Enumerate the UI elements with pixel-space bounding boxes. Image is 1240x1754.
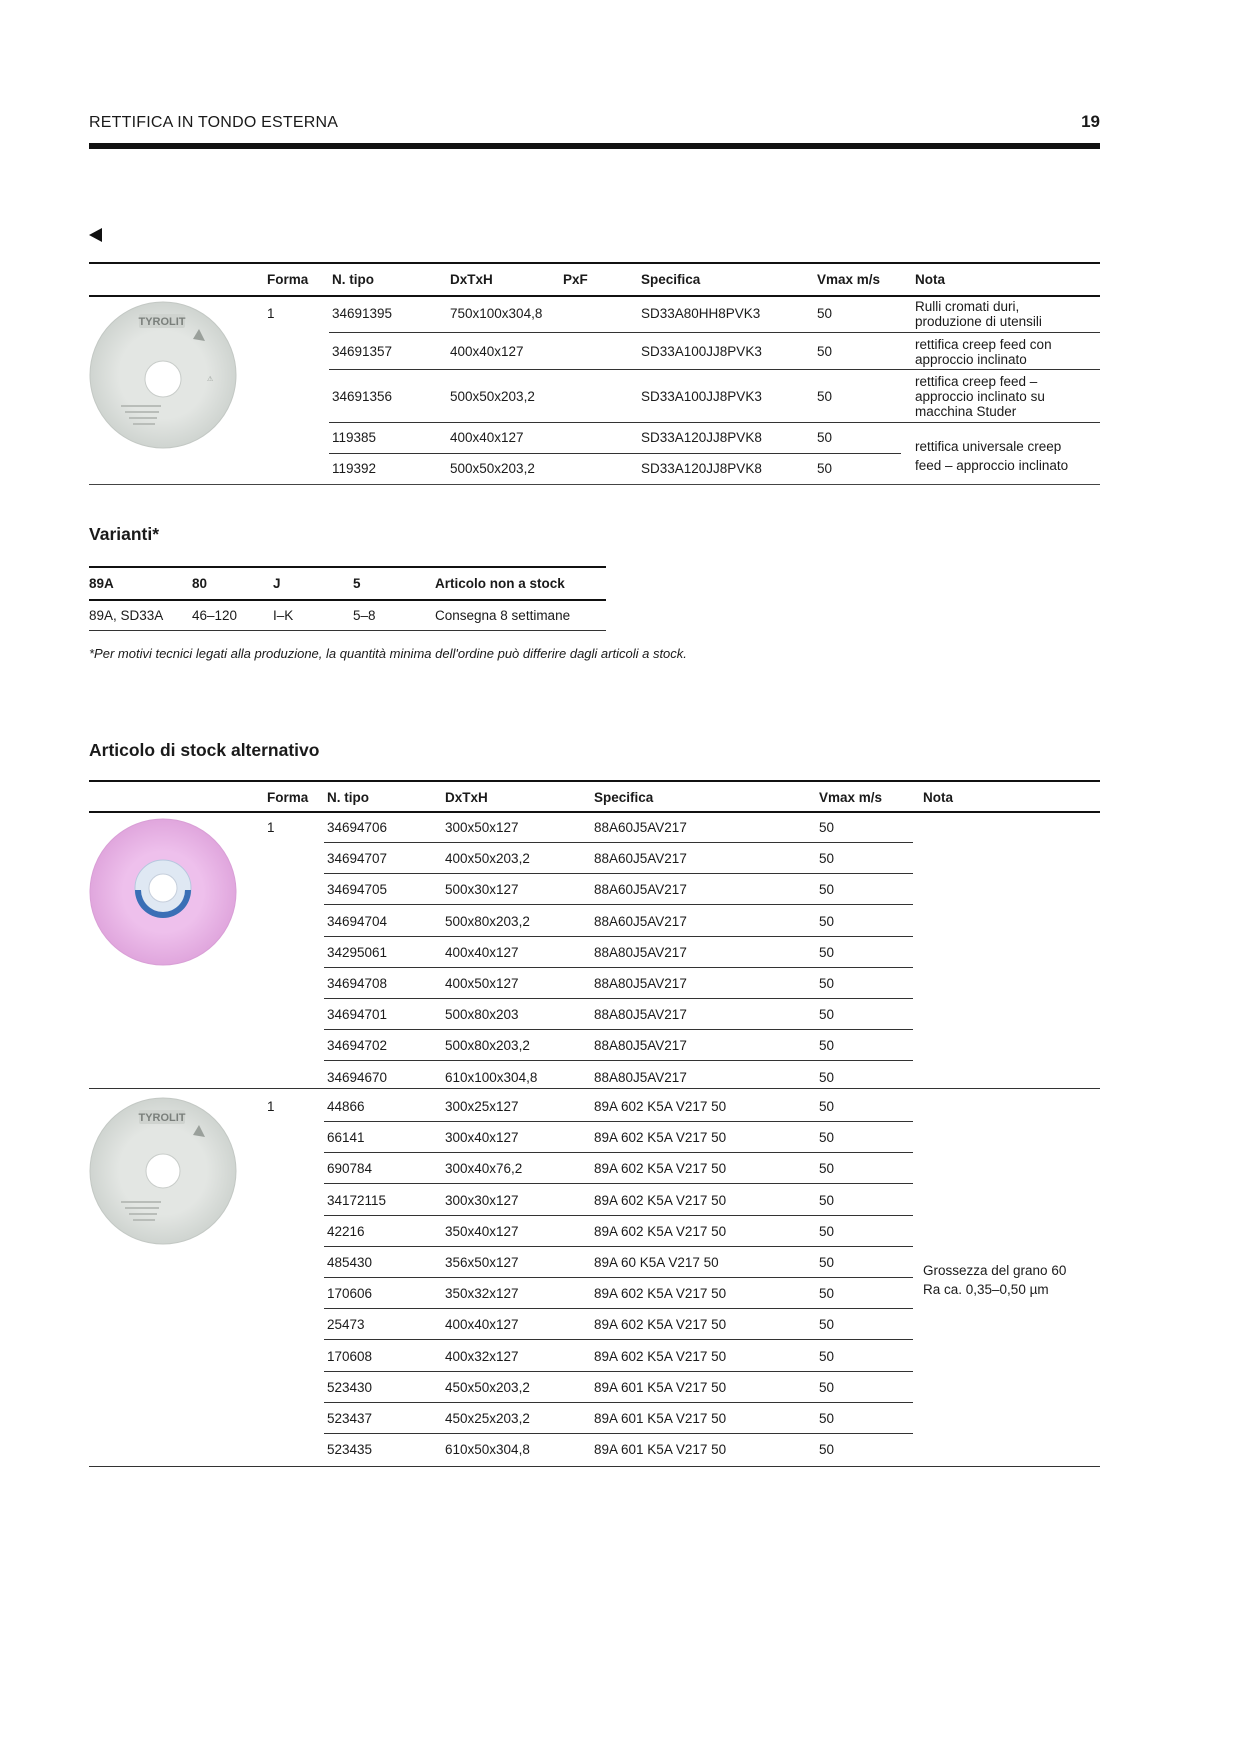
tipo-cell: 119392 — [332, 461, 377, 476]
vmax-cell: 50 — [819, 1038, 835, 1054]
header-rule — [89, 143, 1100, 149]
grinding-wheel-image — [89, 1097, 237, 1245]
dxtxh-cell: 500x50x203,2 — [450, 461, 535, 476]
tipo-cell: 34694706 — [327, 820, 388, 835]
nota-line: Rulli cromati duri, — [915, 299, 1020, 314]
spec-cell: SD33A80HH8PVK3 — [641, 306, 761, 321]
wheel-brand-label: TYROLIT — [138, 316, 186, 328]
tipo-cell: 170606 — [327, 1286, 373, 1302]
vmax-cell: 50 — [817, 430, 833, 445]
spec-cell: SD33A100JJ8PVK3 — [641, 344, 762, 359]
variant-header-cell: 89A — [89, 576, 114, 591]
tipo-cell: 34691395 — [332, 306, 393, 321]
dxtxh-cell: 400x32x127 — [445, 1348, 519, 1364]
vmax-cell: 50 — [819, 1161, 835, 1177]
vmax-cell: 50 — [819, 1317, 835, 1333]
variant-header-cell: J — [273, 576, 281, 591]
forma-value: 1 — [267, 820, 275, 835]
spec-cell: 89A 602 K5A V217 50 — [594, 1130, 727, 1146]
spec-cell: SD33A120JJ8PVK8 — [641, 461, 762, 476]
spec-cell: 89A 602 K5A V217 50 — [594, 1099, 727, 1114]
spec-cell: SD33A120JJ8PVK8 — [641, 430, 762, 445]
dxtxh-cell: 350x40x127 — [445, 1223, 519, 1239]
dxtxh-cell: 500x80x203,2 — [445, 913, 530, 929]
vmax-cell: 50 — [819, 1007, 835, 1023]
vmax-cell: 50 — [817, 306, 833, 321]
nota-line: approccio inclinato — [915, 352, 1027, 367]
col-dxtxh: DxTxH — [450, 272, 493, 287]
spec-cell: 88A80J5AV217 — [594, 1038, 687, 1054]
page-number: 19 — [1081, 112, 1100, 131]
dxtxh-cell: 400x40x127 — [450, 430, 524, 445]
vmax-cell: 50 — [819, 1192, 835, 1208]
table-header — [89, 264, 1100, 296]
nota-cell — [915, 374, 1045, 419]
dxtxh-cell: 500x80x203 — [445, 1007, 519, 1023]
row-divider — [324, 1277, 913, 1278]
row-divider — [329, 369, 1100, 370]
row-divider — [324, 904, 913, 905]
vmax-cell: 50 — [817, 461, 833, 476]
group-divider — [89, 1088, 1100, 1089]
vmax-cell: 50 — [819, 1069, 835, 1085]
vmax-cell: 50 — [819, 1130, 835, 1146]
nota-line: approccio inclinato su — [915, 389, 1045, 404]
nota-line: produzione di utensili — [915, 314, 1042, 329]
row-divider — [324, 936, 913, 937]
row-divider — [324, 1121, 913, 1122]
vmax-cell: 50 — [819, 1223, 835, 1239]
row-divider — [324, 1433, 913, 1434]
row-divider — [324, 1183, 913, 1184]
vmax-cell: 50 — [819, 1348, 835, 1364]
col-vmax: Vmax m/s — [817, 272, 881, 287]
dxtxh-cell: 500x50x203,2 — [450, 389, 535, 404]
spec-cell: 89A 602 K5A V217 50 — [594, 1317, 727, 1333]
nota-line: macchina Studer — [915, 404, 1017, 419]
variants-bottom-rule — [89, 630, 606, 631]
row-divider — [329, 422, 1100, 423]
row-divider — [324, 873, 913, 874]
col-forma: Forma — [267, 272, 309, 287]
vmax-cell: 50 — [819, 820, 835, 835]
vmax-cell: 50 — [819, 851, 835, 867]
tipo-cell: 34694704 — [327, 913, 388, 929]
table2-header-rule — [89, 811, 1100, 813]
variants-header-rule — [89, 599, 606, 601]
col-vmax: Vmax m/s — [819, 790, 883, 805]
row-divider — [324, 1152, 913, 1153]
forma-value: 1 — [267, 1099, 275, 1114]
vmax-cell: 50 — [819, 1442, 835, 1458]
spec-cell: SD33A100JJ8PVK3 — [641, 389, 762, 404]
tipo-cell: 34694670 — [327, 1069, 388, 1085]
spec-cell: 88A60J5AV217 — [594, 882, 687, 898]
row-divider — [324, 842, 913, 843]
row-divider — [324, 1215, 913, 1216]
spec-cell: 88A80J5AV217 — [594, 1069, 687, 1085]
tipo-cell: 66141 — [327, 1130, 365, 1146]
row-divider — [329, 453, 901, 454]
variant-cell: I–K — [273, 608, 294, 623]
col-specifica: Specifica — [641, 272, 701, 287]
variant-cell: 5–8 — [353, 608, 376, 623]
vmax-cell: 50 — [819, 1255, 835, 1270]
alt-stock-title: Articolo di stock alternativo — [89, 740, 320, 760]
tipo-cell: 34694705 — [327, 882, 388, 898]
dxtxh-cell: 750x100x304,8 — [450, 306, 543, 321]
tipo-cell: 119385 — [332, 430, 377, 445]
spec-cell: 89A 602 K5A V217 50 — [594, 1286, 727, 1302]
spec-cell: 89A 602 K5A V217 50 — [594, 1348, 727, 1364]
tipo-cell: 523435 — [327, 1442, 373, 1458]
spec-cell: 89A 601 K5A V217 50 — [594, 1411, 727, 1426]
dxtxh-cell: 400x40x127 — [445, 1317, 519, 1333]
nota-line: feed – approccio inclinato — [915, 458, 1069, 473]
triangle-left-icon[interactable] — [89, 228, 102, 242]
spec-cell: 89A 601 K5A V217 50 — [594, 1379, 727, 1395]
spec-cell: 88A60J5AV217 — [594, 913, 687, 929]
spec-cell: 89A 602 K5A V217 50 — [594, 1192, 727, 1208]
row-divider — [324, 1029, 913, 1030]
nota-line: Grossezza del grano 60 — [923, 1263, 1067, 1278]
vmax-cell: 50 — [819, 976, 835, 991]
row-divider — [324, 1060, 913, 1061]
row-divider — [324, 1339, 913, 1340]
dxtxh-cell: 300x40x76,2 — [445, 1161, 523, 1177]
tipo-cell: 34691357 — [332, 344, 393, 359]
variants-title: Varianti* — [89, 524, 160, 544]
col-tipo: N. tipo — [332, 272, 374, 287]
dxtxh-cell: 400x40x127 — [445, 944, 519, 960]
table-bottom-rule — [89, 484, 1100, 485]
tipo-cell: 34694701 — [327, 1007, 388, 1023]
dxtxh-cell: 450x25x203,2 — [445, 1411, 530, 1426]
table2-top-rule — [89, 780, 1100, 782]
tipo-cell: 34694707 — [327, 851, 388, 867]
nota-line: Ra ca. 0,35–0,50 µm — [923, 1282, 1049, 1297]
page-header — [89, 112, 1100, 134]
dxtxh-cell: 400x50x127 — [445, 976, 519, 991]
spec-cell: 89A 601 K5A V217 50 — [594, 1442, 727, 1458]
row-divider — [324, 998, 913, 999]
tipo-cell: 25473 — [327, 1317, 365, 1333]
spec-cell: 88A80J5AV217 — [594, 1007, 687, 1023]
variant-header-cell: 5 — [353, 576, 361, 591]
vmax-cell: 50 — [819, 944, 835, 960]
table-header-rule — [89, 295, 1100, 297]
row-divider — [329, 332, 1100, 333]
vmax-cell: 50 — [819, 1286, 835, 1302]
dxtxh-cell: 450x50x203,2 — [445, 1379, 530, 1395]
col-tipo: N. tipo — [327, 790, 369, 805]
vmax-cell: 50 — [819, 1379, 835, 1395]
tipo-cell: 485430 — [327, 1255, 373, 1270]
pink-grinding-wheel-image — [89, 818, 237, 966]
vmax-cell: 50 — [819, 882, 835, 898]
tipo-cell: 690784 — [327, 1161, 373, 1177]
dxtxh-cell: 610x100x304,8 — [445, 1069, 538, 1085]
dxtxh-cell: 400x40x127 — [450, 344, 524, 359]
variant-cell: 46–120 — [192, 608, 238, 623]
tipo-cell: 523430 — [327, 1379, 373, 1395]
spec-cell: 89A 602 K5A V217 50 — [594, 1161, 727, 1177]
dxtxh-cell: 300x50x127 — [445, 820, 519, 835]
vmax-cell: 50 — [817, 344, 833, 359]
row-divider — [324, 1308, 913, 1309]
dxtxh-cell: 300x30x127 — [445, 1192, 519, 1208]
tipo-cell: 523437 — [327, 1411, 373, 1426]
spec-cell: 88A60J5AV217 — [594, 851, 687, 867]
col-dxtxh: DxTxH — [445, 790, 488, 805]
vmax-cell: 50 — [819, 913, 835, 929]
dxtxh-cell: 350x32x127 — [445, 1286, 519, 1302]
nota-cell — [915, 337, 1052, 367]
dxtxh-cell: 500x80x203,2 — [445, 1038, 530, 1054]
dxtxh-cell: 500x30x127 — [445, 882, 519, 898]
tipo-cell: 170608 — [327, 1348, 373, 1364]
col-nota: Nota — [923, 790, 953, 805]
tipo-cell: 42216 — [327, 1223, 365, 1239]
dxtxh-cell: 300x25x127 — [445, 1099, 519, 1114]
row-divider — [324, 1402, 913, 1403]
spec-cell: 89A 602 K5A V217 50 — [594, 1223, 727, 1239]
col-nota: Nota — [915, 272, 945, 287]
variant-cell: 89A, SD33A — [89, 608, 164, 623]
tipo-cell: 34295061 — [327, 944, 388, 960]
tipo-cell: 34694702 — [327, 1038, 388, 1054]
table2-bottom-rule — [89, 1466, 1100, 1467]
nota-line: rettifica creep feed con — [915, 337, 1052, 352]
wheel-brand-label: TYROLIT — [138, 1112, 186, 1124]
variant-header-cell: Articolo non a stock — [435, 576, 565, 591]
spec-cell: 88A60J5AV217 — [594, 820, 687, 835]
footnote: *Per motivi tecnici legati alla produzione, la quantità minima dell'ordine può differire dagli articoli a stock. — [89, 646, 687, 661]
row-divider — [324, 967, 913, 968]
tipo-cell: 34172115 — [327, 1192, 387, 1208]
nota-cell — [915, 437, 1068, 475]
tipo-cell: 34691356 — [332, 389, 393, 404]
variants-top-rule — [89, 566, 606, 568]
tipo-cell: 34694708 — [327, 976, 388, 991]
vmax-cell: 50 — [817, 389, 833, 404]
vmax-cell: 50 — [819, 1411, 835, 1426]
spec-cell: 88A80J5AV217 — [594, 944, 687, 960]
vmax-cell: 50 — [819, 1099, 835, 1114]
nota-line: rettifica universale creep — [915, 439, 1062, 454]
tipo-cell: 44866 — [327, 1099, 365, 1114]
spec-cell: 88A80J5AV217 — [594, 976, 687, 991]
nota-line: rettifica creep feed – — [915, 374, 1038, 389]
forma-value: 1 — [267, 306, 275, 321]
dxtxh-cell: 300x40x127 — [445, 1130, 519, 1146]
dxtxh-cell: 356x50x127 — [445, 1255, 519, 1270]
nota-cell — [915, 299, 1042, 329]
variant-header-cell: 80 — [192, 576, 208, 591]
grinding-wheel-image — [89, 301, 237, 449]
svg-text:⚠: ⚠ — [207, 375, 214, 383]
dxtxh-cell: 400x50x203,2 — [445, 851, 530, 867]
nota-cell — [923, 1261, 1066, 1299]
dxtxh-cell: 610x50x304,8 — [445, 1442, 530, 1458]
col-specifica: Specifica — [594, 790, 654, 805]
row-divider — [324, 1371, 913, 1372]
col-pxf: PxF — [563, 272, 588, 287]
variant-cell: Consegna 8 settimane — [435, 608, 571, 623]
col-forma: Forma — [267, 790, 309, 805]
section-title: RETTIFICA IN TONDO ESTERNA — [89, 114, 339, 131]
row-divider — [324, 1246, 913, 1247]
spec-cell: 89A 60 K5A V217 50 — [594, 1255, 719, 1270]
